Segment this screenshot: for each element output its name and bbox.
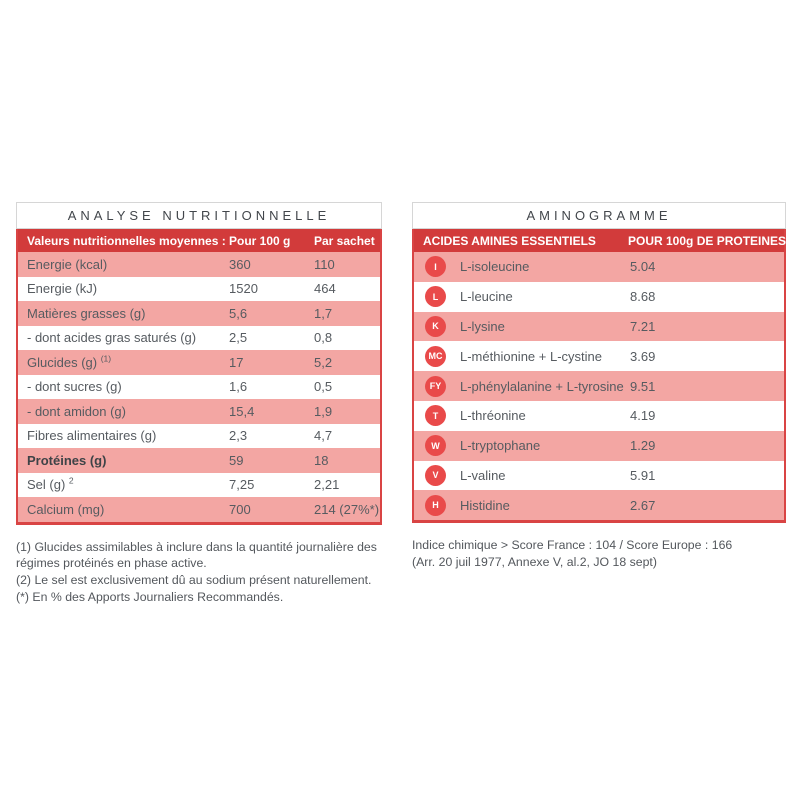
per-sachet-value: 110 bbox=[314, 256, 335, 272]
nutrition-row bbox=[18, 424, 380, 449]
aminogram-footnotes bbox=[412, 537, 794, 571]
amino-acid-label: L-méthionine + L-cystine bbox=[460, 348, 602, 364]
header-per-100g: Pour 100 g bbox=[229, 233, 291, 248]
nutrient-label: Sel (g) $^2$ bbox=[27, 475, 74, 493]
nutrition-row bbox=[18, 277, 380, 302]
badge-cell bbox=[425, 316, 460, 337]
nutrition-row bbox=[18, 473, 380, 498]
nutrition-row bbox=[18, 326, 380, 351]
badge-cell bbox=[425, 346, 460, 367]
nutrition-footnotes bbox=[16, 539, 398, 606]
nutrient-label: Calcium (mg) bbox=[27, 501, 105, 517]
badge-cell bbox=[425, 376, 460, 397]
nutrient-label: Fibres alimentaires (g) bbox=[27, 428, 157, 444]
nutrition-row bbox=[18, 448, 380, 473]
amino-acid-label: L-tryptophane bbox=[460, 438, 541, 454]
nutrition-rows bbox=[18, 252, 380, 522]
per-sachet-value: 0,5 bbox=[314, 379, 333, 395]
per-sachet-value: 1,7 bbox=[314, 305, 333, 321]
amino-acid-badge: T bbox=[425, 405, 446, 426]
amino-acid-label: L-phénylalanine + L-tyrosine bbox=[460, 378, 624, 394]
nutrient-label: Energie (kJ) bbox=[27, 281, 98, 297]
badge-cell bbox=[425, 465, 460, 486]
nutrition-row bbox=[18, 252, 380, 277]
amino-acid-badge: I bbox=[425, 256, 446, 277]
amino-acid-row bbox=[414, 252, 784, 282]
header-per-sachet: Par sachet bbox=[314, 233, 375, 248]
aminogram-table-body bbox=[412, 229, 786, 523]
per-sachet-value: 2,21 bbox=[314, 477, 340, 493]
amino-acid-row bbox=[414, 312, 784, 342]
footnote-line: Indice chimique > Score France : 104 / Score Europe : 166 bbox=[412, 538, 733, 553]
nutrition-table-body bbox=[16, 229, 382, 525]
per-sachet-value: 1,9 bbox=[314, 403, 333, 419]
nutrition-row bbox=[18, 301, 380, 326]
aminogram-table bbox=[412, 202, 786, 571]
amino-acid-value: 1.29 bbox=[630, 438, 656, 454]
amino-acid-row bbox=[414, 371, 784, 401]
aminogram-table-header bbox=[414, 229, 787, 252]
per-100g-value: 15,4 bbox=[229, 403, 255, 419]
nutrient-label: Matières grasses (g) bbox=[27, 305, 146, 321]
per-sachet-value: 464 bbox=[314, 281, 336, 297]
per-100g-value: 2,5 bbox=[229, 330, 248, 346]
badge-cell bbox=[425, 256, 460, 277]
amino-acid-badge: L bbox=[425, 286, 446, 307]
footnote-marker: (1) bbox=[100, 353, 112, 364]
badge-cell bbox=[425, 435, 460, 456]
badge-cell bbox=[425, 405, 460, 426]
per-100g-value: 17 bbox=[229, 354, 244, 370]
amino-acid-value: 5.04 bbox=[630, 259, 656, 275]
amino-acid-row bbox=[414, 490, 784, 520]
amino-acid-label: L-leucine bbox=[460, 289, 513, 305]
per-100g-value: 7,25 bbox=[229, 477, 255, 493]
nutrition-row bbox=[18, 350, 380, 375]
amino-acid-badge: MC bbox=[425, 346, 446, 367]
amino-acid-row bbox=[414, 341, 784, 371]
header-amino-acids: ACIDES AMINES ESSENTIELS bbox=[423, 233, 596, 248]
amino-acid-label: Histidine bbox=[460, 497, 510, 513]
footnote-line: (Arr. 20 juil 1977, Annexe V, al.2, JO 18 sept) bbox=[412, 554, 657, 569]
nutrition-row bbox=[18, 399, 380, 424]
per-sachet-value: 214 (27%*) bbox=[314, 501, 380, 517]
per-sachet-value: 5,2 bbox=[314, 354, 333, 370]
amino-acid-value: 7.21 bbox=[630, 318, 656, 334]
badge-cell bbox=[425, 286, 460, 307]
nutrient-label: Energie (kcal) bbox=[27, 256, 108, 272]
nutrient-label: Protéines (g) bbox=[27, 452, 107, 468]
per-100g-value: 1,6 bbox=[229, 379, 248, 395]
per-100g-value: 1520 bbox=[229, 281, 258, 297]
badge-cell bbox=[425, 495, 460, 516]
aminogram-table-title: AMINOGRAMME bbox=[412, 202, 786, 229]
amino-acid-badge: K bbox=[425, 316, 446, 337]
per-sachet-value: 4,7 bbox=[314, 428, 333, 444]
nutrient-label: - dont acides gras saturés (g) bbox=[27, 330, 197, 346]
header-label: Valeurs nutritionnelles moyennes : bbox=[27, 233, 226, 248]
nutrient-label: - dont sucres (g) bbox=[27, 379, 122, 395]
per-100g-value: 700 bbox=[229, 501, 251, 517]
nutrition-table-header bbox=[18, 229, 380, 252]
amino-acid-label: L-thréonine bbox=[460, 408, 526, 424]
per-100g-value: 360 bbox=[229, 256, 251, 272]
amino-acid-row bbox=[414, 401, 784, 431]
amino-acid-row bbox=[414, 461, 784, 491]
aminogram-rows bbox=[414, 252, 784, 520]
amino-acid-value: 3.69 bbox=[630, 348, 656, 364]
amino-acid-badge: FY bbox=[425, 376, 446, 397]
per-sachet-value: 18 bbox=[314, 452, 329, 468]
amino-acid-value: 5.91 bbox=[630, 467, 656, 483]
footnote-line: (1) Glucides assimilables à inclure dans la quantité journalière des régimes protéinés en phase active. bbox=[16, 539, 377, 571]
nutrition-analysis-table bbox=[16, 202, 382, 606]
nutrient-label: Glucides (g) $^{(1)}$ bbox=[27, 353, 112, 370]
nutrition-table-title: ANALYSE NUTRITIONNELLE bbox=[16, 202, 382, 229]
amino-acid-row bbox=[414, 282, 784, 312]
amino-acid-badge: H bbox=[425, 495, 446, 516]
amino-acid-row bbox=[414, 431, 784, 461]
per-sachet-value: 0,8 bbox=[314, 330, 333, 346]
amino-acid-value: 2.67 bbox=[630, 497, 656, 513]
amino-acid-label: L-valine bbox=[460, 467, 506, 483]
per-100g-value: 5,6 bbox=[229, 305, 248, 321]
footnote-marker: 2 bbox=[68, 475, 74, 486]
amino-acid-badge: V bbox=[425, 465, 446, 486]
nutrient-label: - dont amidon (g) bbox=[27, 403, 126, 419]
amino-acid-value: 4.19 bbox=[630, 408, 656, 424]
nutrition-row bbox=[18, 375, 380, 400]
amino-acid-label: L-lysine bbox=[460, 318, 505, 334]
amino-acid-value: 9.51 bbox=[630, 378, 656, 394]
footnote-line: (2) Le sel est exclusivement dû au sodium présent naturellement. bbox=[16, 573, 372, 588]
footnote-line: (*) En % des Apports Journaliers Recommandés. bbox=[16, 589, 284, 604]
per-100g-value: 59 bbox=[229, 452, 244, 468]
per-100g-value: 2,3 bbox=[229, 428, 248, 444]
amino-acid-value: 8.68 bbox=[630, 289, 656, 305]
amino-acid-badge: W bbox=[425, 435, 446, 456]
header-per-100g-protein: POUR 100g DE PROTEINES bbox=[628, 233, 787, 248]
amino-acid-label: L-isoleucine bbox=[460, 259, 530, 275]
nutrition-row bbox=[18, 497, 380, 522]
